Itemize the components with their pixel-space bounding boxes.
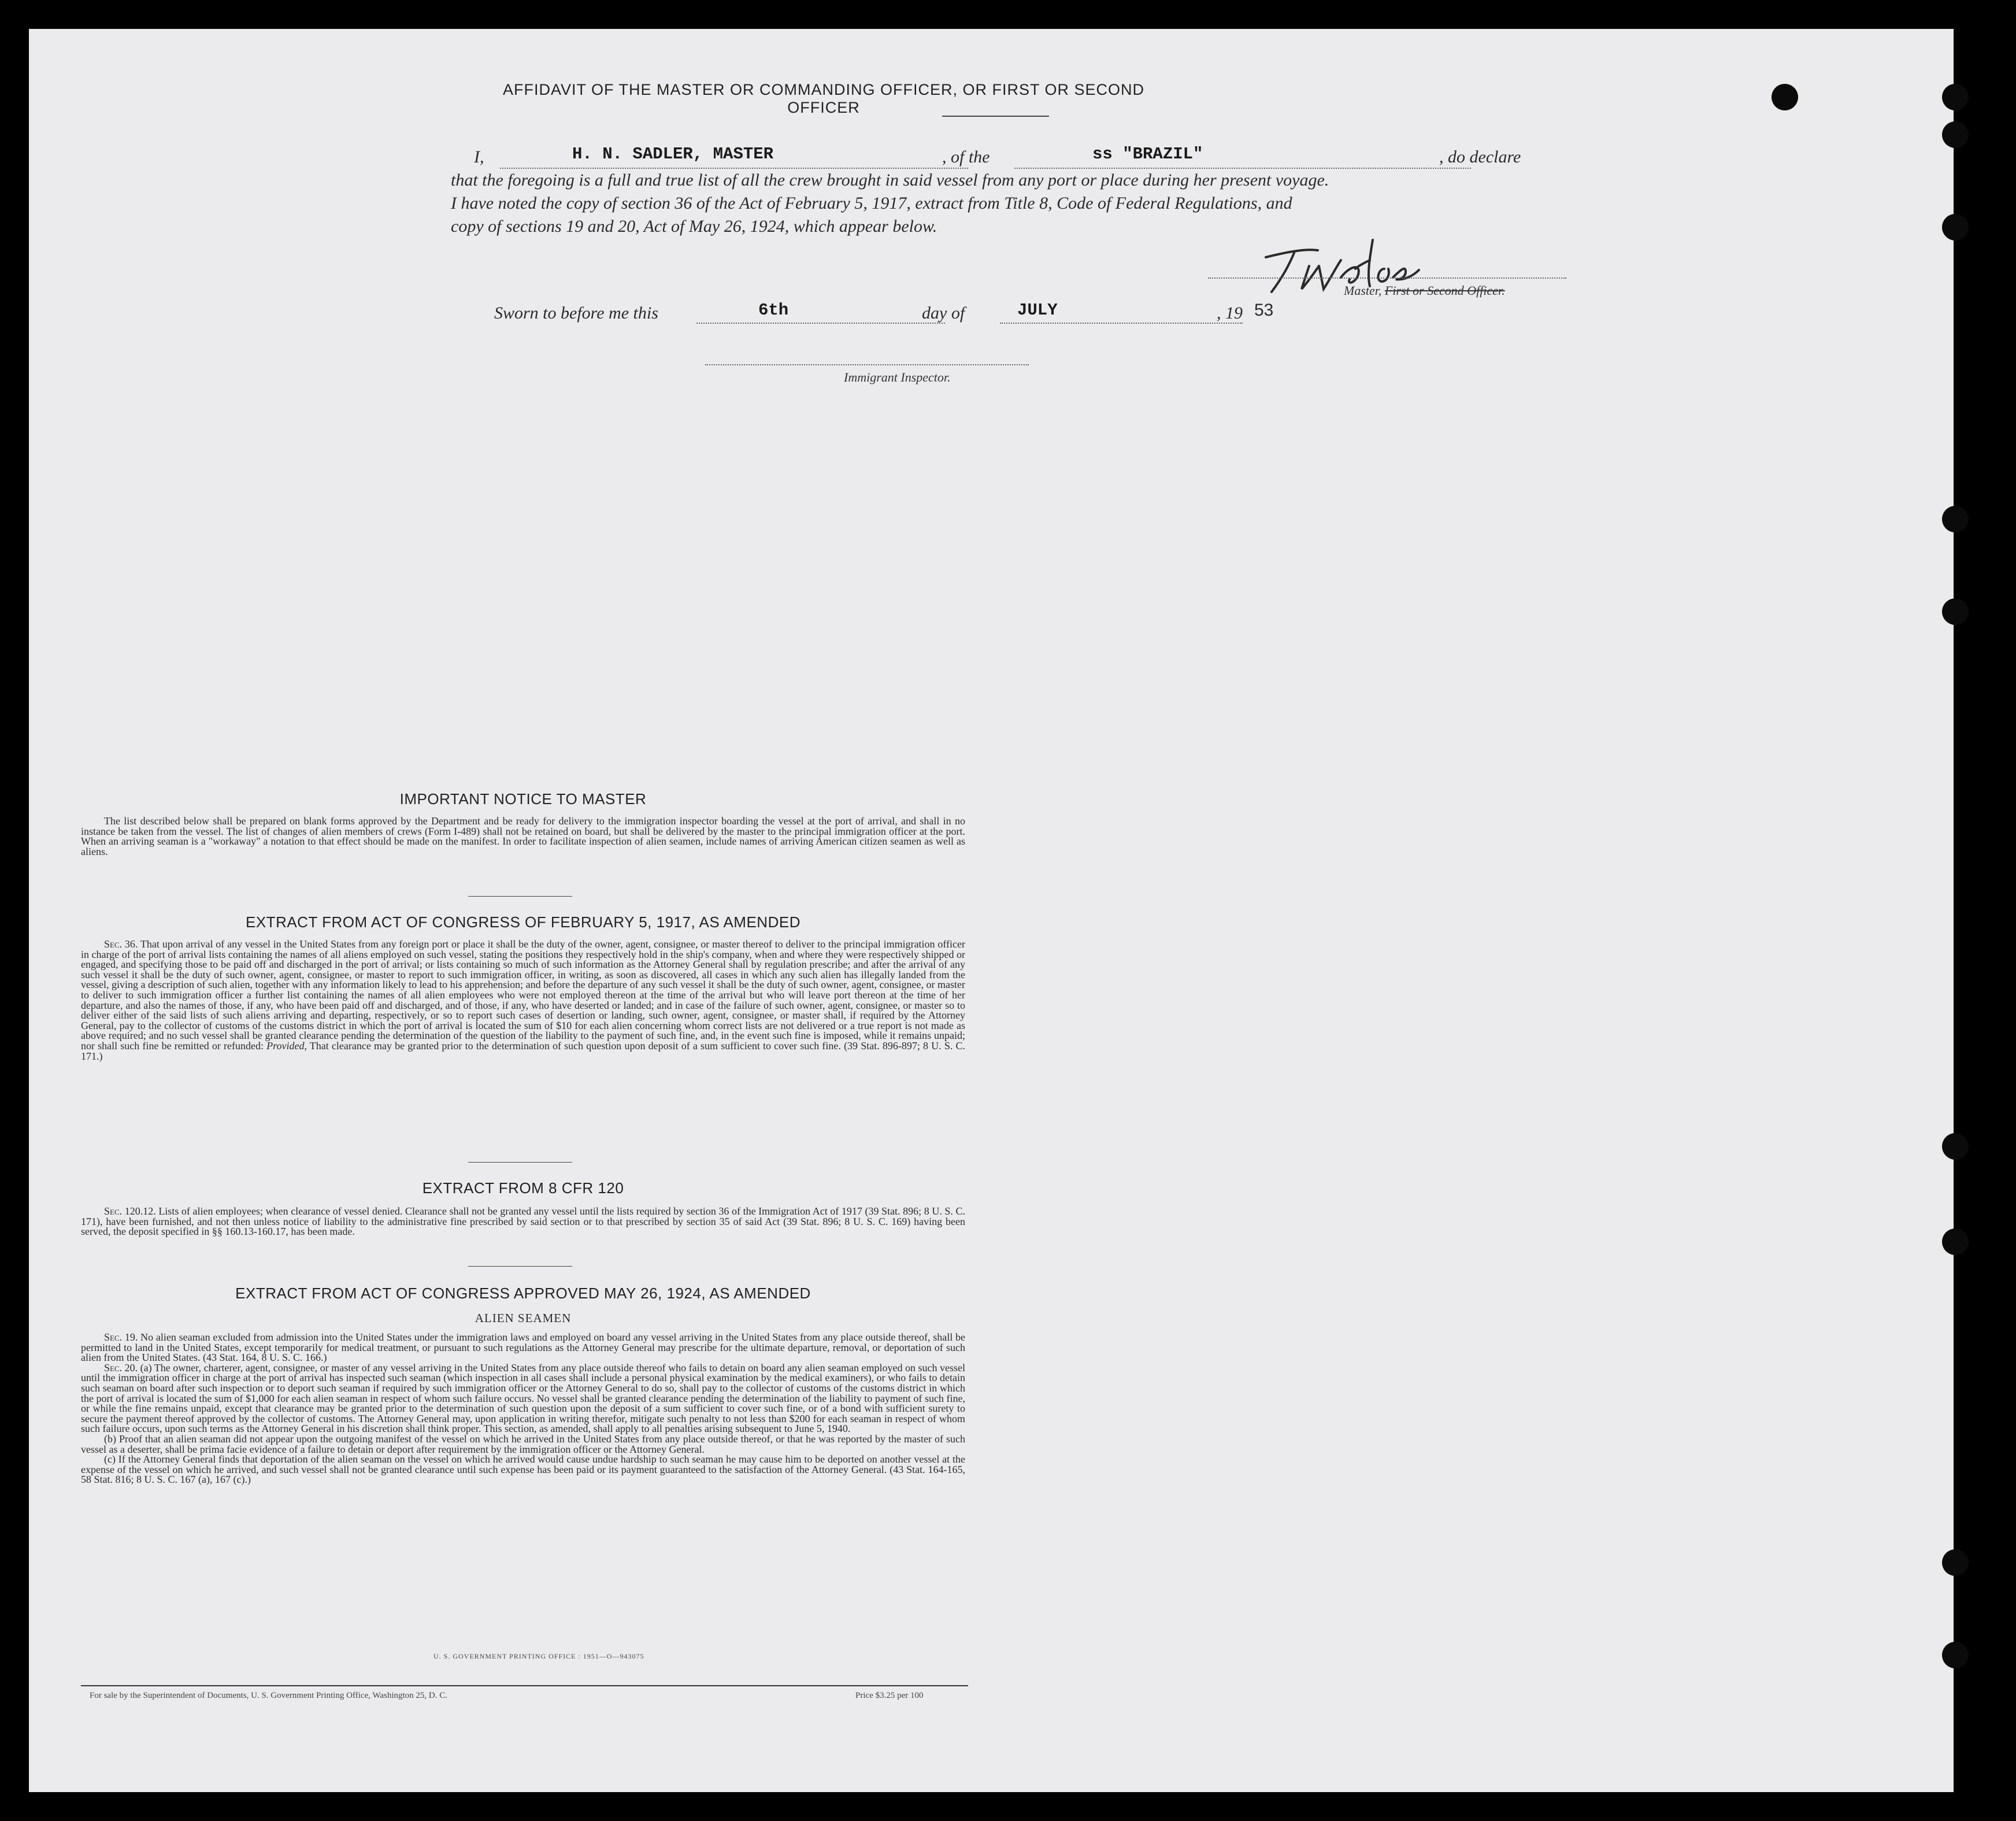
- inspector-label: Immigrant Inspector.: [844, 370, 951, 384]
- sec-120-label: Sec. 120.12.: [104, 1205, 156, 1217]
- year-prefix: , 19: [1217, 304, 1243, 323]
- sec-120-text: Lists of alien employees; when clearance of vessel denied. Clearance shall not be granted any vessel until the lists required by section 36 of the Immigration Act of 1917 (39 Stat. 896; 8 U. S. C. 171), have been furnished, and not then unless notice of liability to the administrative fine prescribed by said section or to that prescribed by section 35 of said Act (39 Stat. 896; 8 U. S. C. 169) having been served, the deposit specified in §§ 160.13-160.17, has been made.: [81, 1205, 966, 1238]
- notice-paragraph: The list described below shall be prepared on blank forms approved by the Department and be ready for delivery to the immigration inspector boarding the vessel at the port of arrival, and shall in no instance be taken from the vessel. The list of changes of alien members of crews (Form I-489) shall not be retained on board, but shall be delivered by the master to the principal immigration officer at the port. When an arriving seaman is a "workaway" a notation to that effect should be made on the manifest. In order to facilitate inspection of alien seamen, include names of arriving American citizen seamen as well as aliens.: [81, 815, 965, 857]
- master-name: H. N. SADLER, MASTER: [572, 145, 774, 164]
- punch-hole: [1942, 506, 1969, 532]
- extract-1917-title: EXTRACT FROM ACT OF CONGRESS OF FEBRUARY 5, 1917, AS AMENDED: [246, 913, 801, 931]
- punch-hole: [1942, 1228, 1969, 1255]
- for-sale-line: For sale by the Superintendent of Documents, U. S. Government Printing Office, Washington 25, D. C.: [90, 1691, 447, 1700]
- sec-20a-text: (a) The owner, charterer, agent, consignee, or master of any vessel arriving in the United States from any place outside thereof who fails to detain on board any alien seaman employed on such vessel until the immigration officer in charge at the port of arrival has inspected such seaman (which inspection in all cases shall include a personal physical examination by the medical examiners), or who fails to detain such seaman on board after such inspection or to deport such seaman if required by such immigration officer or the Attorney General to do so, shall pay to the collector of customs of the customs district in which the port of arrival is located the sum of $1,000 for each alien seaman in respect of whom such failure occurs. No vessel shall be granted clearance pending the determination of the liability to payment of such fine, or while the fine remains unpaid, except that clearance may be granted prior to the determination of such question upon the deposit of a sum sufficient to cover such fine, or of a bond with sufficient surety to secure the payment thereof approved by the collector of customs. The Attorney General may, upon application in writing therefor, mitigate such penalty to not less than $200 for each seaman in respect of whom such failure occurs, upon such terms as the Attorney General in his discretion shall think proper. This section, as amended, shall apply to all penalties arising subsequent to June 5, 1940.: [81, 1361, 966, 1435]
- sworn-month-line: [1000, 323, 1243, 324]
- title-divider: [942, 116, 1049, 117]
- printing-office-line: U. S. GOVERNMENT PRINTING OFFICE : 1951—O—943075: [433, 1652, 644, 1660]
- day-of-label: day of: [922, 304, 965, 323]
- punch-hole: [1942, 214, 1969, 240]
- declaration-i: I,: [474, 147, 484, 166]
- alien-seamen-subtitle: ALIEN SEAMEN: [475, 1311, 572, 1325]
- extract-1924-title: EXTRACT FROM ACT OF CONGRESS APPROVED MAY 26, 1924, AS AMENDED: [235, 1285, 811, 1302]
- extract-1917-divider: [468, 1162, 572, 1163]
- footer-rule: [81, 1685, 968, 1686]
- declaration-do-declare: , do declare: [1439, 147, 1521, 166]
- signer-title: [1344, 283, 1505, 298]
- declaration-line-2: that the foregoing is a full and true list of all the crew brought in said vessel from any port or place during her present voyage.: [451, 171, 1329, 190]
- inspector-line: [705, 364, 1029, 365]
- provided-word: Provided,: [266, 1039, 307, 1052]
- punch-hole: [1942, 1549, 1969, 1576]
- affidavit-title: AFFIDAVIT OF THE MASTER OR COMMANDING OFFICER, OR FIRST OR SECOND OFFICER: [502, 81, 1145, 116]
- sec-20b-text: (b) Proof that an alien seaman did not appear upon the outgoing manifest of the vessel on which he arrived in the United States from any place outside thereof, or that he was reported by the master of such vessel as a deserter, shall be prima facie evidence of a failure to detain or deport after requirement by the immigration officer or the Attorney General.: [81, 1433, 965, 1455]
- extract-1924-text: [81, 1333, 965, 1485]
- signer-struck: First or Second Officer.: [1384, 283, 1505, 298]
- extract-cfr-divider: [468, 1266, 572, 1267]
- sec-20c-text: (c) If the Attorney General finds that deportation of the alien seaman on the vessel on which he arrived would cause undue hardship to such seaman he may cause him to be deported on another vessel at the expense of the vessel on which he arrived, and such vessel shall not be granted clearance until such expense has been paid or its payment guaranteed to the satisfaction of the Attorney General. (43 Stat. 164-165, 58 Stat. 816; 8 U. S. C. 167 (a), 167 (c).): [81, 1453, 965, 1486]
- sworn-day-line: [696, 323, 945, 324]
- punch-hole: [1942, 1133, 1969, 1160]
- sworn-prefix: Sworn to before me this: [494, 304, 658, 323]
- notice-title: IMPORTANT NOTICE TO MASTER: [399, 790, 647, 808]
- signature-line: [1208, 277, 1566, 279]
- sec-20-label: Sec. 20.: [104, 1361, 138, 1374]
- punch-hole: [1942, 1642, 1969, 1668]
- declaration-line-3: I have noted the copy of section 36 of the Act of February 5, 1917, extract from Title 8, Code of Federal Regulations, and: [451, 194, 1292, 213]
- sworn-day: 6th: [758, 301, 789, 320]
- punch-hole: [1772, 84, 1798, 110]
- vessel-name-line: [1014, 168, 1471, 169]
- signer-master: Master,: [1344, 283, 1382, 298]
- punch-hole: [1942, 84, 1969, 110]
- sec-36-label: Sec. 36.: [104, 938, 138, 950]
- document-page: [29, 29, 1954, 1792]
- extract-cfr-title: EXTRACT FROM 8 CFR 120: [422, 1179, 624, 1197]
- declaration-of-the: , of the: [942, 147, 990, 166]
- declaration-line-4: copy of sections 19 and 20, Act of May 26, 1924, which appear below.: [451, 217, 937, 236]
- price-line: Price $3.25 per 100: [855, 1691, 924, 1700]
- notice-text: [81, 816, 965, 857]
- year-suffix: 53: [1254, 301, 1274, 320]
- notice-divider: [468, 896, 572, 897]
- sec-19-text: No alien seaman excluded from admission into the United States under the immigration laws and employed on board any vessel arriving in the United States from any place outside thereof, shall be permitted to land in the United States, except temporarily for medical treatment, or pursuant to such regulations as the Attorney General may prescribe for the ultimate departure, removal, or deportation of such alien from the United States. (43 Stat. 164, 8 U. S. C. 166.): [81, 1331, 965, 1364]
- sec-36-text: That upon arrival of any vessel in the United States from any foreign port or place it shall be the duty of the owner, agent, consignee, or master thereof to deliver to the principal immigration officer in charge of the port of arrival lists containing the names of all aliens employed on such vessel, stating the positions they respectively hold in the ship's company, when and where they were respectively shipped or engaged, and specifying those to be paid off and discharged in the port of arrival; or lists containing so much of such information as the Attorney General shall by regulation prescribe; and after the arrival of any such vessel it shall be the duty of such owner, agent, consignee, or master to report to such immigration officer, in writing, as soon as discovered, all cases in which any such alien has illegally landed from the vessel, giving a description of such alien, together with any information likely to lead to his apprehension; and before the departure of any such vessel it shall be the duty of such owner, agent, consignee, or master to deliver to such immigration officer a further list containing the names of all alien employees who were not employed thereon at the time of the arrival but who will leave port thereon at the time of her departure, and also the names of those, if any, who have been paid off and discharged, and of those, if any, who have deserted or landed; and in case of the failure of such owner, agent, consignee, or master so to deliver either of the said lists of such aliens arriving and departing, respectively, or so to report such cases of desertion or landing, such owner, agent, consignee, or master shall, if required by the Attorney General, pay to the collector of customs of the customs district in which the port of arrival is located the sum of $10 for each alien concerning whom correct lists are not delivered or a true report is not made as above required; and no such vessel shall be granted clearance pending the determination of the question of the liability to the payment of such fine, and, in the event such fine is imposed, while it remains unpaid; nor shall such fine be remitted or refunded:: [81, 938, 965, 1052]
- punch-hole: [1942, 121, 1969, 148]
- punch-hole: [1942, 598, 1969, 625]
- extract-1917-text: [81, 939, 965, 1061]
- sec-36-text-end: That clearance may be granted prior to the determination of such question upon deposit of a sum sufficient to cover such fine. (39 Stat. 896-897; 8 U. S. C. 171.): [81, 1039, 965, 1062]
- vessel-name: ss "BRAZIL": [1092, 145, 1203, 164]
- master-name-line: [500, 168, 968, 169]
- sworn-month: JULY: [1017, 301, 1058, 320]
- sec-19-label: Sec. 19.: [104, 1331, 138, 1343]
- extract-cfr-text: [81, 1206, 965, 1237]
